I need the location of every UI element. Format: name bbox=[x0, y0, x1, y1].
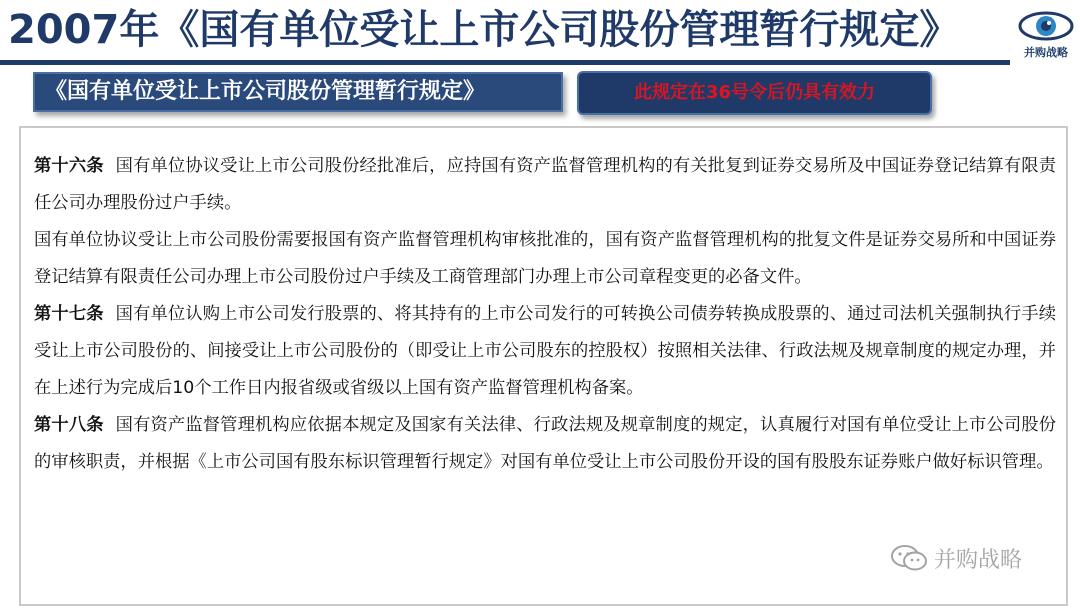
articles-body bbox=[34, 148, 1056, 481]
article-17-text: 国有单位认购上市公司发行股票的、将其持有的上市公司发行的可转换公司债券转换成股票的、通过司法机关强制执行手续受让上市公司股份的、间接受让上市公司股份的（即受让上市公司股东的控股权）按照相关法律、行政法规及规章制度的规定办理，并在上述行为完成后10个工作日内报省级或省级以上国有资产监督管理机构备案。 bbox=[34, 304, 1056, 398]
page-title: 2007年《国有单位受让上市公司股份管理暂行规定》 bbox=[8, 7, 960, 53]
title-bar bbox=[0, 0, 1080, 62]
article-17 bbox=[34, 296, 1056, 407]
article-18-heading: 第十八条 bbox=[34, 415, 104, 435]
regulation-subtitle: 《国有单位受让上市公司股份管理暂行规定》 bbox=[33, 72, 563, 112]
article-16-heading: 第十六条 bbox=[34, 156, 104, 176]
article-18-text: 国有资产监督管理机构应依据本规定及国家有关法律、行政法规及规章制度的规定，认真履行对国有单位受让上市公司股份的审核职责，并根据《上市公司国有股东标识管理暂行规定》对国有单位受让上市公司股份开设的国有股股东证券账户做好标识管理。 bbox=[34, 415, 1056, 472]
validity-note-badge: 此规定在36号令后仍具有效力 bbox=[577, 71, 932, 115]
article-16 bbox=[34, 148, 1056, 222]
article-16-paragraph-2: 国有单位协议受让上市公司股份需要报国有资产监督管理机构审核批准的，国有资产监督管理机构的批复文件是证券交易所和中国证券登记结算有限责任公司办理上市公司股份过户手续及工商管理部门办理上市公司章程变更的必备文件。 bbox=[34, 230, 1056, 287]
article-17-heading: 第十七条 bbox=[34, 304, 104, 324]
article-18 bbox=[34, 407, 1056, 481]
article-16-text: 国有单位协议受让上市公司股份经批准后，应持国有资产监督管理机构的有关批复到证券交易所及中国证券登记结算有限责任公司办理股份过户手续。 bbox=[34, 156, 1056, 213]
logo-text: 并购战略 bbox=[1024, 46, 1068, 59]
watermark-text: 并购战略 bbox=[934, 547, 1023, 573]
title-divider bbox=[0, 60, 1010, 65]
wechat-watermark bbox=[890, 540, 1022, 576]
wechat-icon bbox=[890, 543, 928, 573]
